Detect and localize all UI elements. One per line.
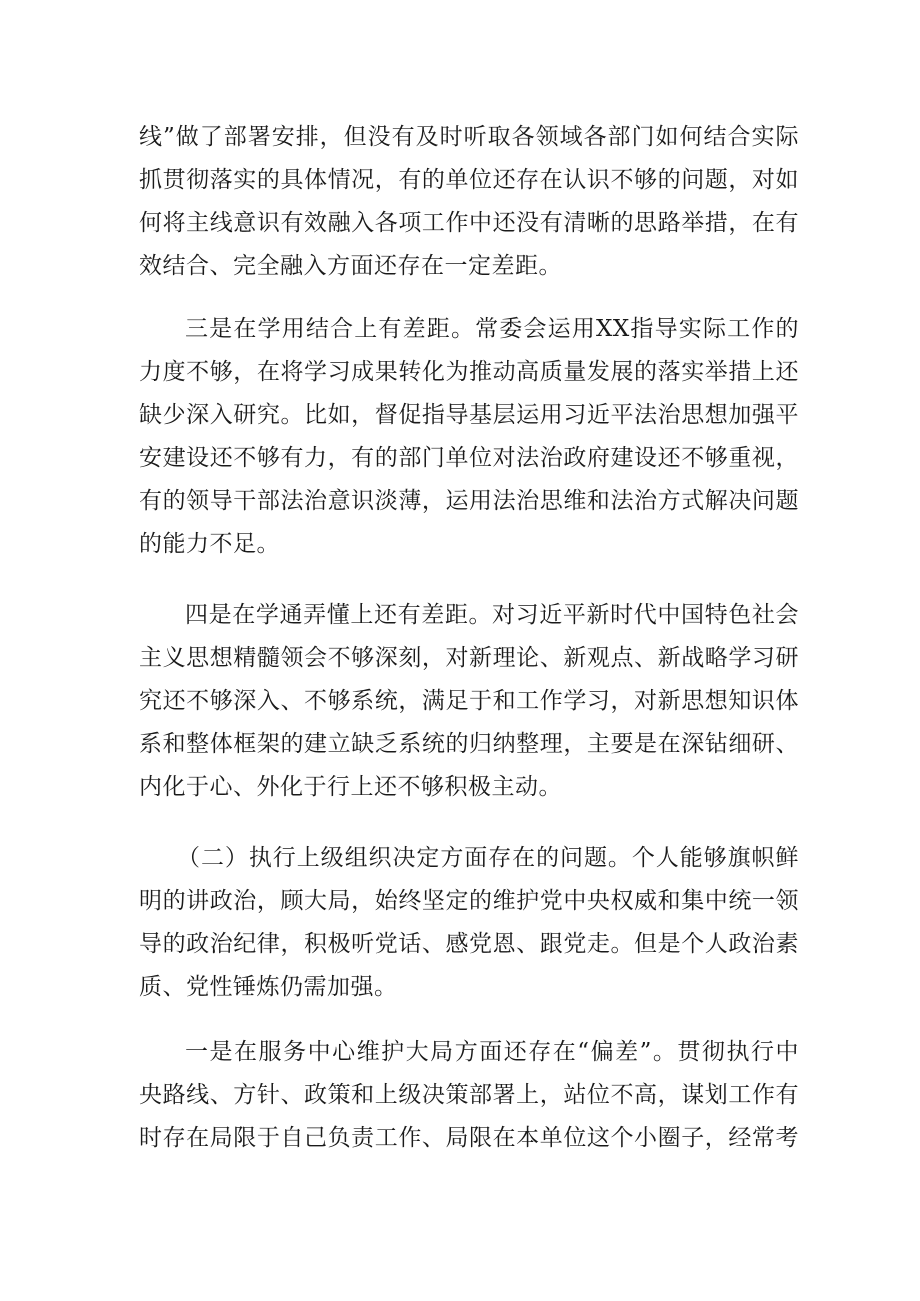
- paragraph-3-line-5: 内化于心、外化于行上还不够积极主动。: [139, 774, 562, 800]
- paragraph-5-line-2: 央路线、方针、政策和上级决策部署上，站位不高，谋划工作有: [139, 1082, 799, 1108]
- paragraph-4-line-4: 质、党性锤炼仍需加强。: [139, 974, 398, 1000]
- paragraph-4-line-1: （二）执行上级组织决定方面存在的问题。个人能够旗帜鲜: [177, 845, 799, 871]
- paragraph-5-line-1: 一是在服务中心维护大局方面还存在“偏差”。贯彻执行中: [185, 1039, 799, 1065]
- paragraph-2-line-1: 三是在学用结合上有差距。常委会运用XX指导实际工作的: [185, 316, 799, 342]
- paragraph-3-line-4: 系和整体框架的建立缺乏系统的归纳整理，主要是在深钻细研、: [139, 731, 799, 757]
- paragraph-3-line-2: 主义思想精髓领会不够深刻，对新理论、新观点、新战略学习研: [139, 645, 799, 671]
- paragraph-2-line-3: 缺少深入研究。比如，督促指导基层运用习近平法治思想加强平: [139, 402, 799, 428]
- paragraph-1-line-2: 抓贯彻落实的具体情况，有的单位还存在认识不够的问题，对如: [139, 167, 799, 193]
- paragraph-5-line-3: 时存在局限于自己负责工作、局限在本单位这个小圈子，经常考: [139, 1125, 799, 1151]
- paragraph-3-line-1: 四是在学通弄懂上还有差距。对习近平新时代中国特色社会: [185, 602, 799, 628]
- paragraph-2-line-2: 力度不够，在将学习成果转化为推动高质量发展的落实举措上还: [139, 359, 799, 385]
- paragraph-3-line-3: 究还不够深入、不够系统，满足于和工作学习，对新思想知识体: [139, 688, 799, 714]
- paragraph-4-line-3: 导的政治纪律，积极听党话、感党恩、跟党走。但是个人政治素: [139, 931, 799, 957]
- paragraph-2-line-4: 安建设还不够有力，有的部门单位对法治政府建设还不够重视，: [139, 445, 799, 471]
- paragraph-2-line-5: 有的领导干部法治意识淡薄，运用法治思维和法治方式解决问题: [139, 488, 799, 514]
- paragraph-2-line-6: 的能力不足。: [139, 531, 280, 557]
- paragraph-1-line-3: 何将主线意识有效融入各项工作中还没有清晰的思路举措，在有: [139, 210, 799, 236]
- paragraph-4-line-2: 明的讲政治，顾大局，始终坚定的维护党中央权威和集中统一领: [139, 888, 799, 914]
- paragraph-1-line-1: 线”做了部署安排，但没有及时听取各领域各部门如何结合实际: [139, 124, 799, 150]
- paragraph-1-line-4: 效结合、完全融入方面还存在一定差距。: [139, 253, 562, 279]
